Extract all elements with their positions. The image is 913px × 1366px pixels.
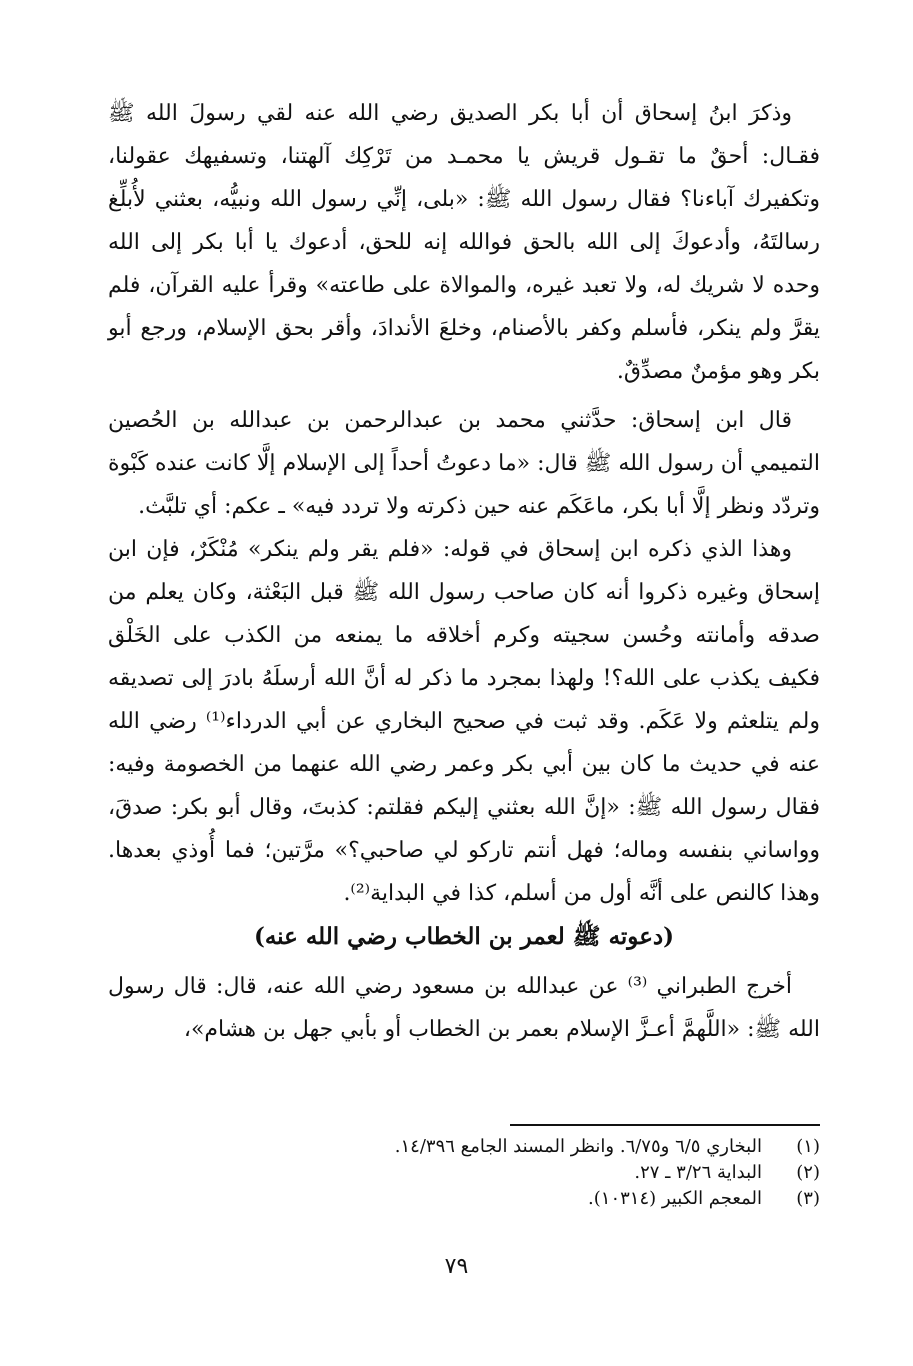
footnote-number: (٣)	[796, 1188, 820, 1209]
footnote-number: (٢)	[796, 1162, 820, 1183]
paragraph-abu-bakr-meeting: وذكرَ ابنُ إسحاق أن أبا بكر الصديق رضي الله عنه لقي رسولَ الله ﷺ فقـال: أحقٌ ما تقـول قريش يا محمـد من تَرْكِك آلهتنا، وتسفيهك عقولنا، وتكفيرك آباءنا؟ فقال رسول الله ﷺ: «بلى، إنِّي رسول الله ونبيُّه، بعثني لأُبلِّغ رسالتَهُ، وأدعوكَ إلى الله بالحق فوالله إنه للحق، أدعوك يا أبا بكر إلى الله وحده لا شريك له، ولا تعبد غيره، والموالاة على طاعته» وقرأ عليه القرآن، فلم يقرَّ ولم ينكر، فأسلم وكفر بالأصنام، وخلعَ الأندادَ، وأقر بحق الإسلام، ورجع أبو بكر وهو مؤمنٌ مصدِّقٌ.	[108, 101, 820, 384]
paragraph-commentary: وهذا الذي ذكره ابن إسحاق في قوله: «فلم يقر ولم ينكر» مُنْكَرٌ، فإن ابن إسحاق وغيره ذكروا أنه كان صاحب رسول الله ﷺ قبل البَعْثة، وكان يعلم من صدقه وأمانته وحُسن سجيته وكرم أخلاقه ما يمنعه من الكذب على الخَلْق فكيف يكذب على الله؟! ولهذا بمجرد ما ذكر له أنَّ الله أرسلَهُ بادرَ إلى تصديقه ولم يتلعثم ولا عَكَم. وقد ثبت في صحيح البخاري عن أبي الدرداء⁽¹⁾ رضي الله عنه في حديث ما كان بين أبي بكر وعمر رضي الله عنهما من الخصومة وفيه: فقال رسول الله ﷺ: «إنَّ الله بعثني إليكم فقلتم: كذبتَ، وقال أبو بكر: صدقَ، وواساني بنفسه وماله؛ فهل أنتم تاركو لي صاحبي؟» مرَّتين؛ فما أُوذي بعدها. وهذا كالنص على أنَّه أول من أسلم، كذا في البداية⁽²⁾.	[108, 537, 820, 906]
section-heading: (دعوته ﷺ لعمر بن الخطاب رضي الله عنه)	[253, 923, 675, 950]
footnotes	[108, 1134, 820, 1212]
page-body	[108, 92, 820, 1051]
footnote-separator	[510, 1124, 820, 1126]
footnote-text: البداية ٣/٢٦ ـ ٢٧.	[634, 1162, 762, 1183]
footnote-item	[108, 1134, 820, 1160]
page-number: ٧٩	[444, 1254, 469, 1279]
paragraph-tabarani: أخرج الطبراني ⁽³⁾ عن عبدالله بن مسعود رضي الله عنه، قال: قال رسول الله ﷺ: «اللَّهمَّ أعـزَّ الإسلام بعمر بن الخطاب أو بأبي جهل بن هشام»،	[108, 974, 820, 1042]
footnote-text: البخاري ٦/٥ و٦/٧٥. وانظر المسند الجامع ١٤/٣٩٦.	[394, 1136, 762, 1157]
footnote-item	[108, 1160, 820, 1186]
footnote-number: (١)	[796, 1136, 820, 1157]
footnote-text: المعجم الكبير (١٠٣١٤).	[588, 1188, 762, 1209]
footnote-item	[108, 1186, 820, 1212]
paragraph-ibn-ishaq-narration: قال ابن إسحاق: حدَّثني محمد بن عبدالرحمن بن عبدالله بن الحُصين التميمي أن رسول الله ﷺ قال: «ما دعوتُ أحداً إلى الإسلام إلَّا كانت عنده كَبْوة وتردّد ونظر إلَّا أبا بكر، ماعَكَم عنه حين ذكرته ولا تردد فيه» ـ عكم: أي تلبَّث.	[108, 408, 820, 519]
